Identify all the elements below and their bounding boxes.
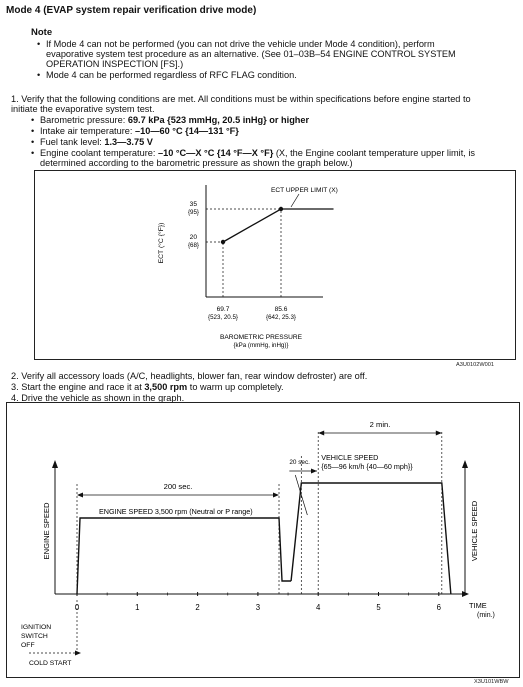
note-bullet-1-line-3: OPERATION INSPECTION [FS].) — [46, 59, 184, 69]
condition-value: 1.3—3.75 V — [104, 137, 153, 147]
dim-200-arrow-left — [77, 493, 83, 498]
drive-x-tick-label: 0 — [74, 603, 80, 612]
page-title: Mode 4 (EVAP system repair verification drive mode) — [6, 5, 257, 16]
cold-start-label: COLD START — [29, 660, 72, 667]
step-1-line-1: 1. Verify that the following conditions are met. All conditions must be within specifications before engine started to — [11, 94, 471, 104]
condition-value: –10—60 °C {14—131 °F} — [134, 126, 239, 136]
condition-coolant-continued: determined according to the barometric pressure as shown the graph below.) — [40, 158, 353, 168]
ect-x-tick-sub: {523, 20.5} — [208, 314, 238, 321]
drive-x-axis-unit: (min.) — [477, 612, 495, 619]
note-bullet-1-line-1: • If Mode 4 can not be performed (you can not drive the vehicle under Mode 4 condition), perform — [46, 39, 435, 49]
cold-start-arrow — [75, 651, 81, 656]
condition-value: 69.7 kPa {523 mmHg, 20.5 inHg} or higher — [127, 115, 310, 125]
ect-figure-code: A3U0102W001 — [456, 362, 494, 368]
condition-label: Fuel tank level: — [40, 137, 105, 147]
engine-speed-line — [77, 518, 291, 594]
ect-x-tick-label: 85.6 — [274, 306, 288, 313]
drive-chart — [7, 403, 519, 677]
dim-20-label: 20 sec. — [289, 459, 310, 466]
ignition-switch-label: OFF — [21, 642, 35, 649]
drive-right-axis-arrow — [462, 460, 468, 468]
dim-2min-arrow-right — [436, 431, 442, 436]
ect-chart-frame — [34, 170, 516, 360]
step-2: 2. Verify all accessory loads (A/C, headlights, blower fan, rear window defroster) are off. — [11, 371, 368, 381]
condition-label: Intake air temperature: — [40, 126, 135, 136]
vehicle-speed-line — [291, 483, 451, 594]
condition-label: Barometric pressure: — [40, 115, 128, 125]
ect-y-tick-sub: {95} — [187, 209, 199, 216]
condition-fuel-tank — [40, 137, 153, 147]
drive-left-axis-label: ENGINE SPEED — [42, 502, 51, 560]
ect-upper-limit-line — [223, 209, 334, 242]
vehicle-speed-range: {65—96 km/h {40—60 mph}} — [321, 462, 413, 471]
condition-intake-air — [40, 126, 239, 136]
condition-label: Engine coolant temperature: — [40, 148, 158, 158]
step-1-line-2: initiate the evaporative system test. — [11, 104, 155, 114]
note-bullet-1-line-2: evaporative system test procedure as an alternative. (See 01–03B–54 ENGINE CONTROL SYSTEM — [46, 49, 456, 59]
ect-annotation-leader — [291, 194, 299, 207]
vehicle-speed-annotation: VEHICLE SPEED — [321, 453, 379, 462]
ect-y-tick-label: 35 — [189, 201, 197, 208]
note-heading: Note — [31, 27, 53, 38]
ect-y-tick-label: 20 — [189, 234, 197, 241]
drive-x-tick-label: 6 — [436, 603, 441, 612]
ignition-switch-label: IGNITION — [21, 624, 52, 631]
drive-x-axis-label: TIME — [469, 601, 487, 610]
dim-20-arrow — [311, 469, 317, 474]
ect-y-tick-sub: {68} — [187, 242, 199, 249]
drive-x-tick-label: 1 — [135, 603, 140, 612]
ect-x-tick-label: 69.7 — [216, 306, 230, 313]
ect-x-axis-sublabel: {kPa (mmHg, inHg)} — [233, 342, 289, 349]
step-3 — [11, 382, 284, 392]
step-4: 4. Drive the vehicle as shown in the graph. — [11, 393, 185, 403]
ignition-switch-label: SWITCH — [21, 633, 48, 640]
ect-y-axis-label: ECT (°C {°F}) — [158, 222, 165, 264]
drive-x-tick-label: 2 — [195, 603, 200, 612]
drive-chart-frame — [6, 402, 520, 678]
ect-point — [279, 207, 283, 211]
dim-2min-label: 2 min. — [369, 420, 391, 429]
engine-speed-annotation: ENGINE SPEED 3,500 rpm (Neutral or P range) — [99, 507, 253, 516]
condition-coolant — [40, 148, 475, 158]
condition-rest: (X, the Engine coolant temperature upper limit, is — [273, 148, 475, 158]
drive-x-tick-label: 5 — [376, 603, 381, 612]
ect-chart — [35, 171, 515, 359]
drive-x-tick-label: 3 — [255, 603, 261, 612]
step-3-rpm: 3,500 rpm — [144, 382, 188, 392]
dim-2min-arrow-left — [318, 431, 324, 436]
condition-value: –10 °C—X °C {14 °F—X °F} — [157, 148, 274, 158]
drive-right-axis-label: VEHICLE SPEED — [470, 500, 479, 562]
ect-point — [221, 240, 225, 244]
drive-figure-code: X3U101WBW — [474, 679, 509, 685]
step-3-pre: 3. Start the engine and race it at — [11, 382, 145, 392]
ect-annotation: ECT UPPER LIMIT (X) — [271, 187, 338, 194]
dim-200-label: 200 sec. — [163, 482, 193, 491]
step-3-post: to warm up completely. — [187, 382, 284, 392]
drive-x-tick-label: 4 — [316, 603, 321, 612]
condition-barometric — [40, 115, 309, 125]
ect-x-axis-label: BAROMETRIC PRESSURE — [219, 334, 303, 341]
dim-200-arrow-right — [273, 493, 279, 498]
note-bullet-2: • Mode 4 can be performed regardless of RFC FLAG condition. — [46, 70, 297, 80]
ect-x-tick-sub: {642, 25.3} — [266, 314, 296, 321]
drive-left-axis-arrow — [52, 460, 58, 468]
